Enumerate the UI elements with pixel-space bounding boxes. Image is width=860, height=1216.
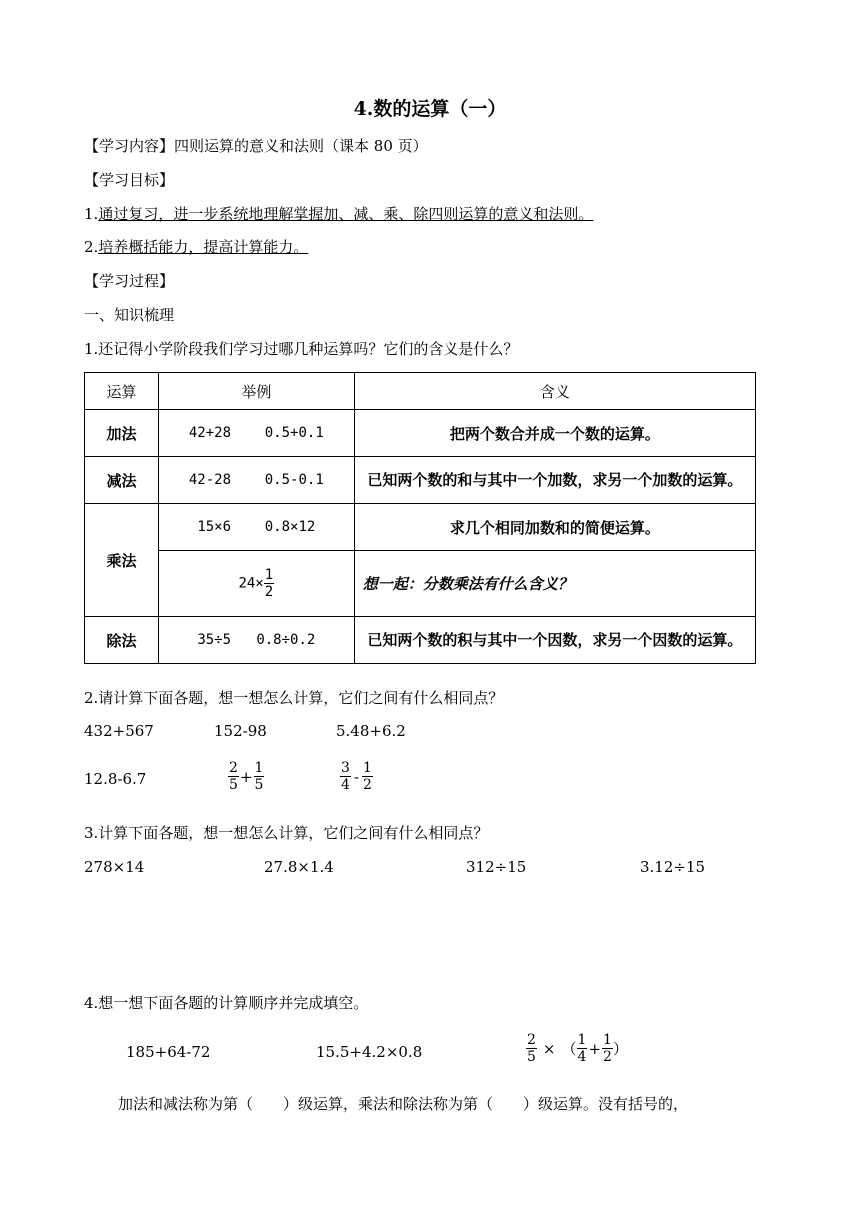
- example-fraction-multiplication: 24× $\frac{1}{2}$: [158, 551, 354, 617]
- q2-item-e: $\frac{2}{5}$ + $\frac{1}{5}$: [229, 760, 264, 793]
- header-example: 举例: [158, 373, 354, 410]
- op-division: 除法: [85, 617, 159, 664]
- q2-item-a: 432+567: [84, 722, 154, 740]
- header-meaning: 含义: [354, 373, 755, 410]
- q4-item-c: $\frac{2}{5}$ × （ $\frac{1}{4}$ + $\frac{1}{2}$ ）: [527, 1032, 628, 1065]
- q3-item-4: 3.12÷15: [640, 858, 706, 876]
- q4-item-a: 185+64-72: [126, 1043, 211, 1061]
- fill-in-sentence: 加法和减法称为第（ ）级运算，乘法和除法称为第（ ）级运算。没有括号的，: [118, 1095, 689, 1113]
- meaning-subtraction: 已知两个数的和与其中一个加数，求另一个加数的运算。: [354, 457, 755, 504]
- example-multiplication: 15×6 0.8×12: [158, 504, 354, 551]
- table-header-row: [85, 373, 756, 410]
- q2-item-f: $\frac{3}{4}$ - $\frac{1}{2}$: [341, 760, 372, 793]
- table-row-multiplication-1: [85, 504, 756, 551]
- study-content: 【学习内容】四则运算的意义和法则（课本 80 页）: [84, 137, 428, 155]
- q3-item-2: 27.8×1.4: [264, 858, 334, 876]
- question-3: 3.计算下面各题，想一想怎么计算，它们之间有什么相同点？: [84, 824, 489, 842]
- example-addition: 42+28 0.5+0.1: [158, 410, 354, 457]
- q3-item-3: 312÷15: [466, 858, 527, 876]
- table-row-addition: [85, 410, 756, 457]
- op-subtraction: 减法: [85, 457, 159, 504]
- q4-item-b: 15.5+4.2×0.8: [316, 1043, 423, 1061]
- study-goals-label: 【学习目标】: [84, 171, 175, 189]
- q2-item-b: 152-98: [214, 722, 267, 740]
- example-division: 35÷5 0.8÷0.2: [158, 617, 354, 664]
- op-multiplication: 乘法: [85, 504, 159, 617]
- goal-2: [84, 237, 308, 257]
- table-row-division: [85, 617, 756, 664]
- operations-table: [84, 372, 756, 664]
- fraction-one-half: $\frac{1}{2}$: [264, 567, 274, 600]
- question-2: 2.请计算下面各题，想一想怎么计算，它们之间有什么相同点？: [84, 689, 504, 707]
- question-4: 4.想一想下面各题的计算顺序并完成填空。: [84, 994, 369, 1012]
- goal-1-num: 1.: [84, 205, 99, 223]
- goal-1-text: 通过复习，进一步系统地理解掌握加、减、乘、除四则运算的意义和法则。: [98, 205, 594, 223]
- q2-item-d: 12.8-6.7: [84, 770, 147, 788]
- q3-item-1: 278×14: [84, 858, 145, 876]
- goal-2-num: 2.: [84, 238, 99, 256]
- meaning-division: 已知两个数的积与其中一个因数，求另一个因数的运算。: [354, 617, 755, 664]
- table-row-multiplication-2: [85, 551, 756, 617]
- table-row-subtraction: [85, 457, 756, 504]
- op-addition: 加法: [85, 410, 159, 457]
- goal-2-text: 培养概括能力，提高计算能力。: [98, 238, 309, 256]
- q2-item-c: 5.48+6.2: [336, 722, 406, 740]
- header-operation: 运算: [85, 373, 159, 410]
- meaning-addition: 把两个数合并成一个数的运算。: [354, 410, 755, 457]
- example-subtraction: 42-28 0.5-0.1: [158, 457, 354, 504]
- meaning-multiplication: 求几个相同加数和的简便运算。: [354, 504, 755, 551]
- section-1-heading: 一、知识梳理: [84, 306, 175, 324]
- question-1: 1.还记得小学阶段我们学习过哪几种运算吗？它们的含义是什么？: [84, 340, 519, 358]
- process-label: 【学习过程】: [84, 272, 175, 290]
- page-title: 4.数的运算（一）: [353, 98, 507, 120]
- meaning-fraction-multiplication-prompt: 想一起：分数乘法有什么含义？: [354, 551, 755, 617]
- goal-1: [84, 204, 593, 224]
